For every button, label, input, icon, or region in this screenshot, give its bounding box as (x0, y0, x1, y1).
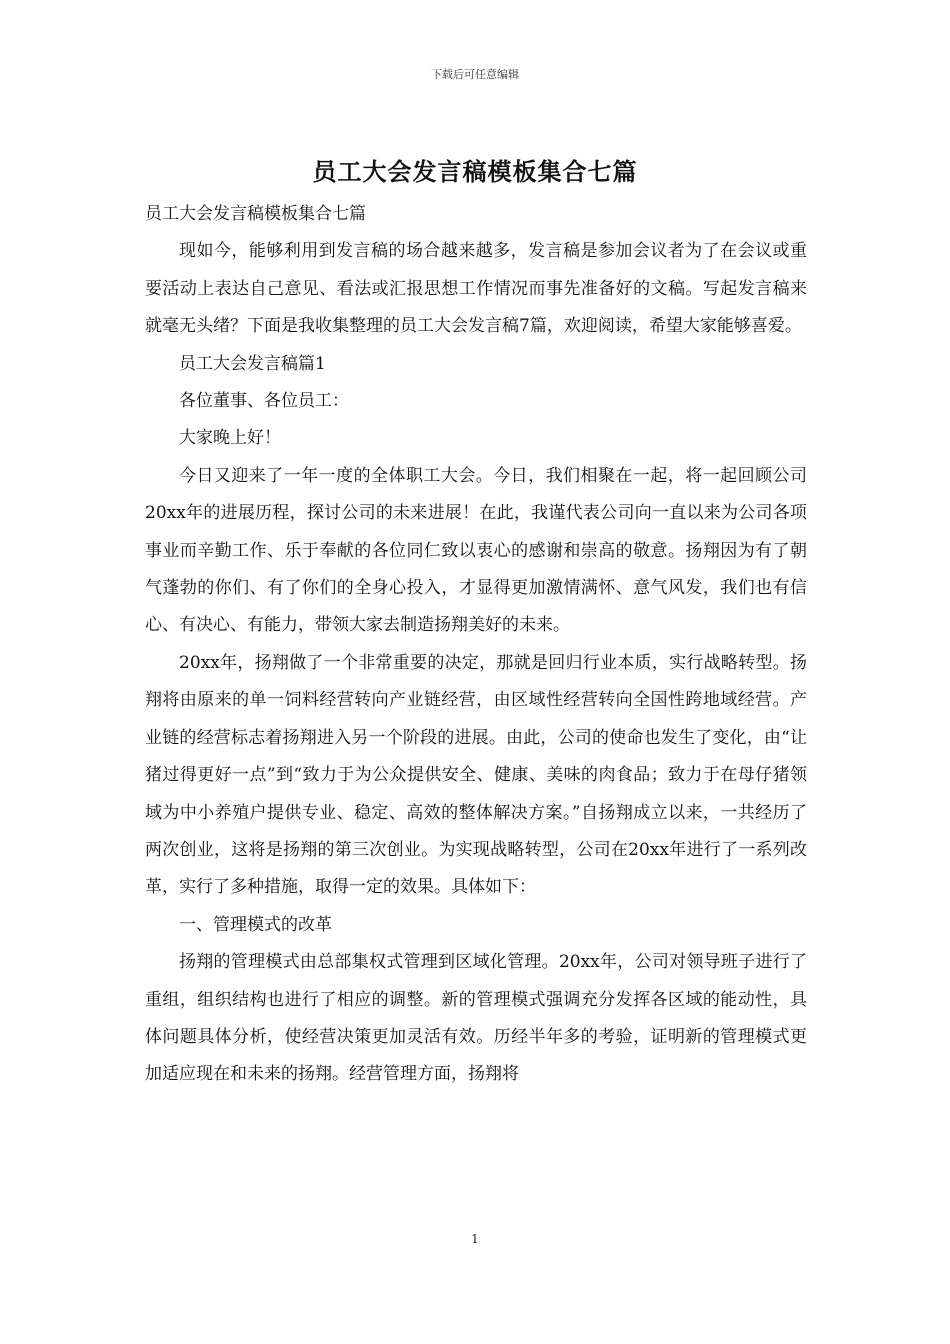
greeting: 大家晚上好！ (179, 428, 281, 449)
body-paragraph: 扬翔的管理模式由总部集权式管理到区域化管理。20xx年，公司对领导班子进行了重组，组织结构也进行了相应的调整。新的管理模式强调充分发挥各区域的能动性，具体问题具体分析，使经营决策更加灵活有效。历经半年多的考验，证明新的管理模式更加适应现在和未来的扬翔。经营管理方面，扬翔将 (145, 952, 807, 1085)
page-number: 1 (471, 1232, 479, 1246)
document-title: 员工大会发言稿模板集合七篇 (312, 157, 638, 186)
subsection-heading: 一、管理模式的改革 (179, 914, 332, 935)
section-heading: 员工大会发言稿篇1 (179, 353, 326, 374)
body-paragraph: 今日又迎来了一年一度的全体职工大会。今日，我们相聚在一起，将一起回顾公司20xx年的进展历程，探讨公司的未来进展！在此，我谨代表公司向一直以来为公司各项事业而辛勤工作、乐于奉献的各位同仁致以衷心的感谢和崇高的敬意。扬翔因为有了朝气蓬勃的你们、有了你们的全身心投入，才显得更加激情满怀、意气风发，我们也有信心、有决心、有能力，带领大家去制造扬翔美好的未来。 (145, 465, 807, 636)
salutation: 各位董事、各位员工： (179, 391, 349, 412)
document-body (145, 196, 807, 1094)
document-subtitle: 员工大会发言稿模板集合七篇 (145, 204, 366, 224)
page-header-note: 下载后可任意编辑 (431, 68, 519, 81)
intro-paragraph: 现如今，能够利用到发言稿的场合越来越多，发言稿是参加会议者为了在会议或重要活动上表达自己意见、看法或汇报思想工作情况而事先准备好的文稿。写起发言稿来就毫无头绪？下面是我收集整理的员工大会发言稿7篇，欢迎阅读，希望大家能够喜爱。 (145, 241, 807, 337)
body-paragraph: 20xx年，扬翔做了一个非常重要的决定，那就是回归行业本质，实行战略转型。扬翔将由原来的单一饲料经营转向产业链经营，由区域性经营转向全国性跨地域经营。产业链的经营标志着扬翔进入另一个阶段的进展。由此，公司的使命也发生了变化，由“让猪过得更好一点”到“致力于为公众提供安全、健康、美味的肉食品；致力于在母仔猪领域为中小养殖户提供专业、稳定、高效的整体解决方案。”自扬翔成立以来，一共经历了两次创业，这将是扬翔的第三次创业。为实现战略转型，公司在20xx年进行了一系列改革，实行了多种措施，取得一定的效果。具体如下： (145, 652, 807, 898)
